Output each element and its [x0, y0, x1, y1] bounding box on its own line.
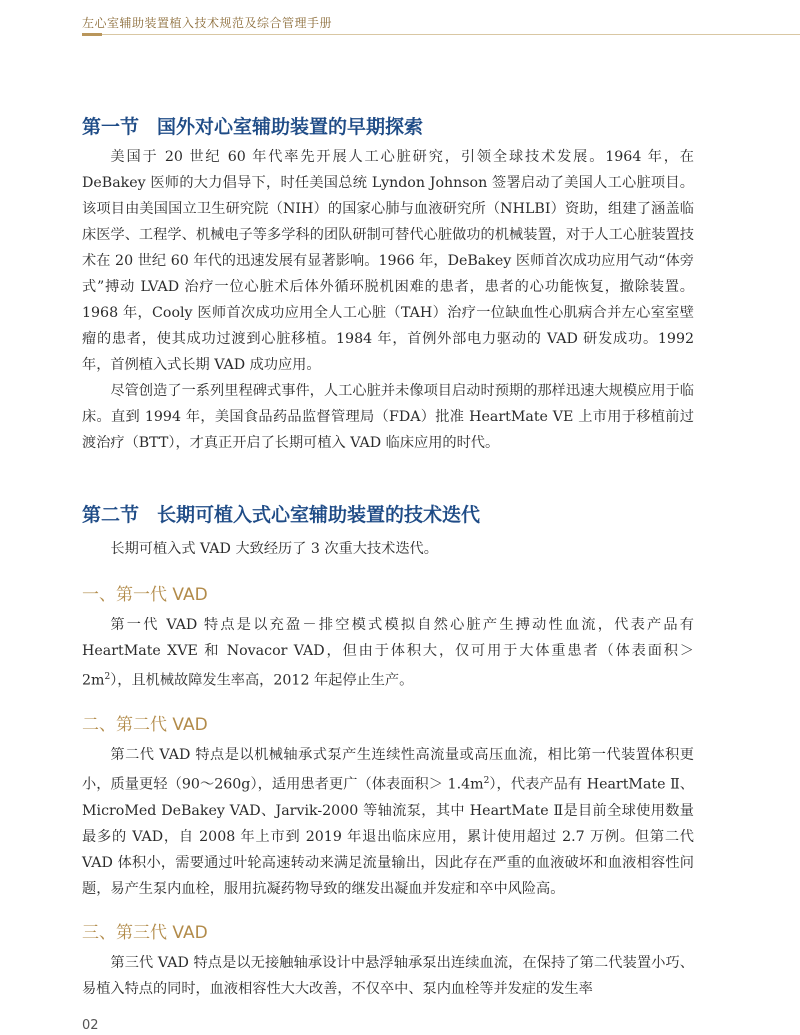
paragraph-text: 第二代 VAD 特点是以机械轴承式泵产生连续性高流量或高压血流，相比第一代装置体积更小，质量更轻（90～260g），适用患者更广（体表面积＞ 1.4m	[82, 747, 694, 793]
paragraph: 美国于 20 世纪 60 年代率先开展人工心脏研究，引领全球技术发展。1964 年，在 DeBakey 医师的大力倡导下，时任美国总统 Lyndon Johnson 签署启动了美国人工心脏项目。该项目由美国国立卫生研究院（NIH）的国家心肺与血液研究所（NHLBI）资助，组建了涵盖临床医学、工程学、机械电子等多学科的团队研制可替代心脏做功的机械装置，对于人工心脏装置技术在 20 世纪 60 年代的迅速发展有显著影响。1966 年，DeBakey 医师首次成功应用气动“体旁式”搏动 LVAD 治疗一位心脏术后体外循环脱机困难的患者，患者的心功能恢复，撤除装置。1968 年，Cooly 医师首次成功应用全人工心脏（TAH）治疗一位缺血性心肌病合并左心室室壁瘤的患者，使其成功过渡到心脏移植。1984 年，首例外部电力驱动的 VAD 研发成功。1992 年，首例植入式长期 VAD 成功应用。	[82, 149, 694, 373]
paragraph	[82, 612, 694, 694]
paragraph-text: ），代表产品有 HeartMate Ⅱ、MicroMed DeBakey VAD、Jarvik-2000 等轴流泵，其中 HeartMate Ⅱ是目前全球使用数量最多的 VAD，自 2008 年上市到 2019 年退出临床应用，累计使用超过 2.7 万例。但第二代 VAD 体积小，需要通过叶轮高速转动来满足流量输出，因此存在严重的血液破坏和血液相容性问题，易产生泵内血栓，服用抗凝药物导致的继发出凝血并发症和卒中风险高。	[82, 776, 694, 897]
page-number: 02	[82, 1018, 99, 1033]
paragraph	[82, 742, 694, 902]
section-heading-1	[82, 112, 423, 139]
subsection-heading-1: 一、第一代 VAD	[82, 585, 208, 605]
superscript: 2	[104, 672, 111, 682]
paragraph-text: 第一代 VAD 特点是以充盈－排空模式模拟自然心脏产生搏动性血流，代表产品有 HeartMate XVE 和 Novacor VAD，但由于体积大，仅可用于大体重患者（体表面积＞ 2m	[82, 617, 694, 689]
section-title-text: 长期可植入式心室辅助装置的技术迭代	[157, 504, 481, 526]
subsection-heading-3: 三、第三代 VAD	[82, 923, 208, 943]
superscript: 2	[483, 776, 490, 786]
header-rule	[82, 34, 800, 35]
paragraph	[82, 950, 694, 1002]
paragraph: 长期可植入式 VAD 大致经历了 3 次重大技术迭代。	[110, 541, 438, 557]
paragraph-text: 第三代 VAD 特点是以无接触轴承设计中悬浮轴承泵出连续血流，在保持了第二代装置小巧、易植入特点的同时，血液相容性大大改善，不仅卒中、泵内血栓等并发症的发生率	[82, 955, 694, 997]
paragraph-text: ），且机械故障发生率高，2012 年起停止生产。	[110, 672, 414, 689]
header-accent-bar	[82, 33, 102, 36]
section-number: 第一节	[82, 116, 140, 138]
section-heading-2	[82, 500, 480, 527]
section-number: 第二节	[82, 504, 140, 526]
paragraph: 尽管创造了一系列里程碑式事件，人工心脏并未像项目启动时预期的那样迅速大规模应用于临床。直到 1994 年，美国食品药品监督管理局（FDA）批准 HeartMate VE 上市用于移植前过渡治疗（BTT），才真正开启了长期可植入 VAD 临床应用的时代。	[82, 383, 694, 451]
section-title-text: 国外对心室辅助装置的早期探索	[157, 116, 424, 138]
subsection-heading-2: 二、第二代 VAD	[82, 715, 208, 735]
running-header-title: 左心室辅助装置植入技术规范及综合管理手册	[82, 16, 333, 30]
